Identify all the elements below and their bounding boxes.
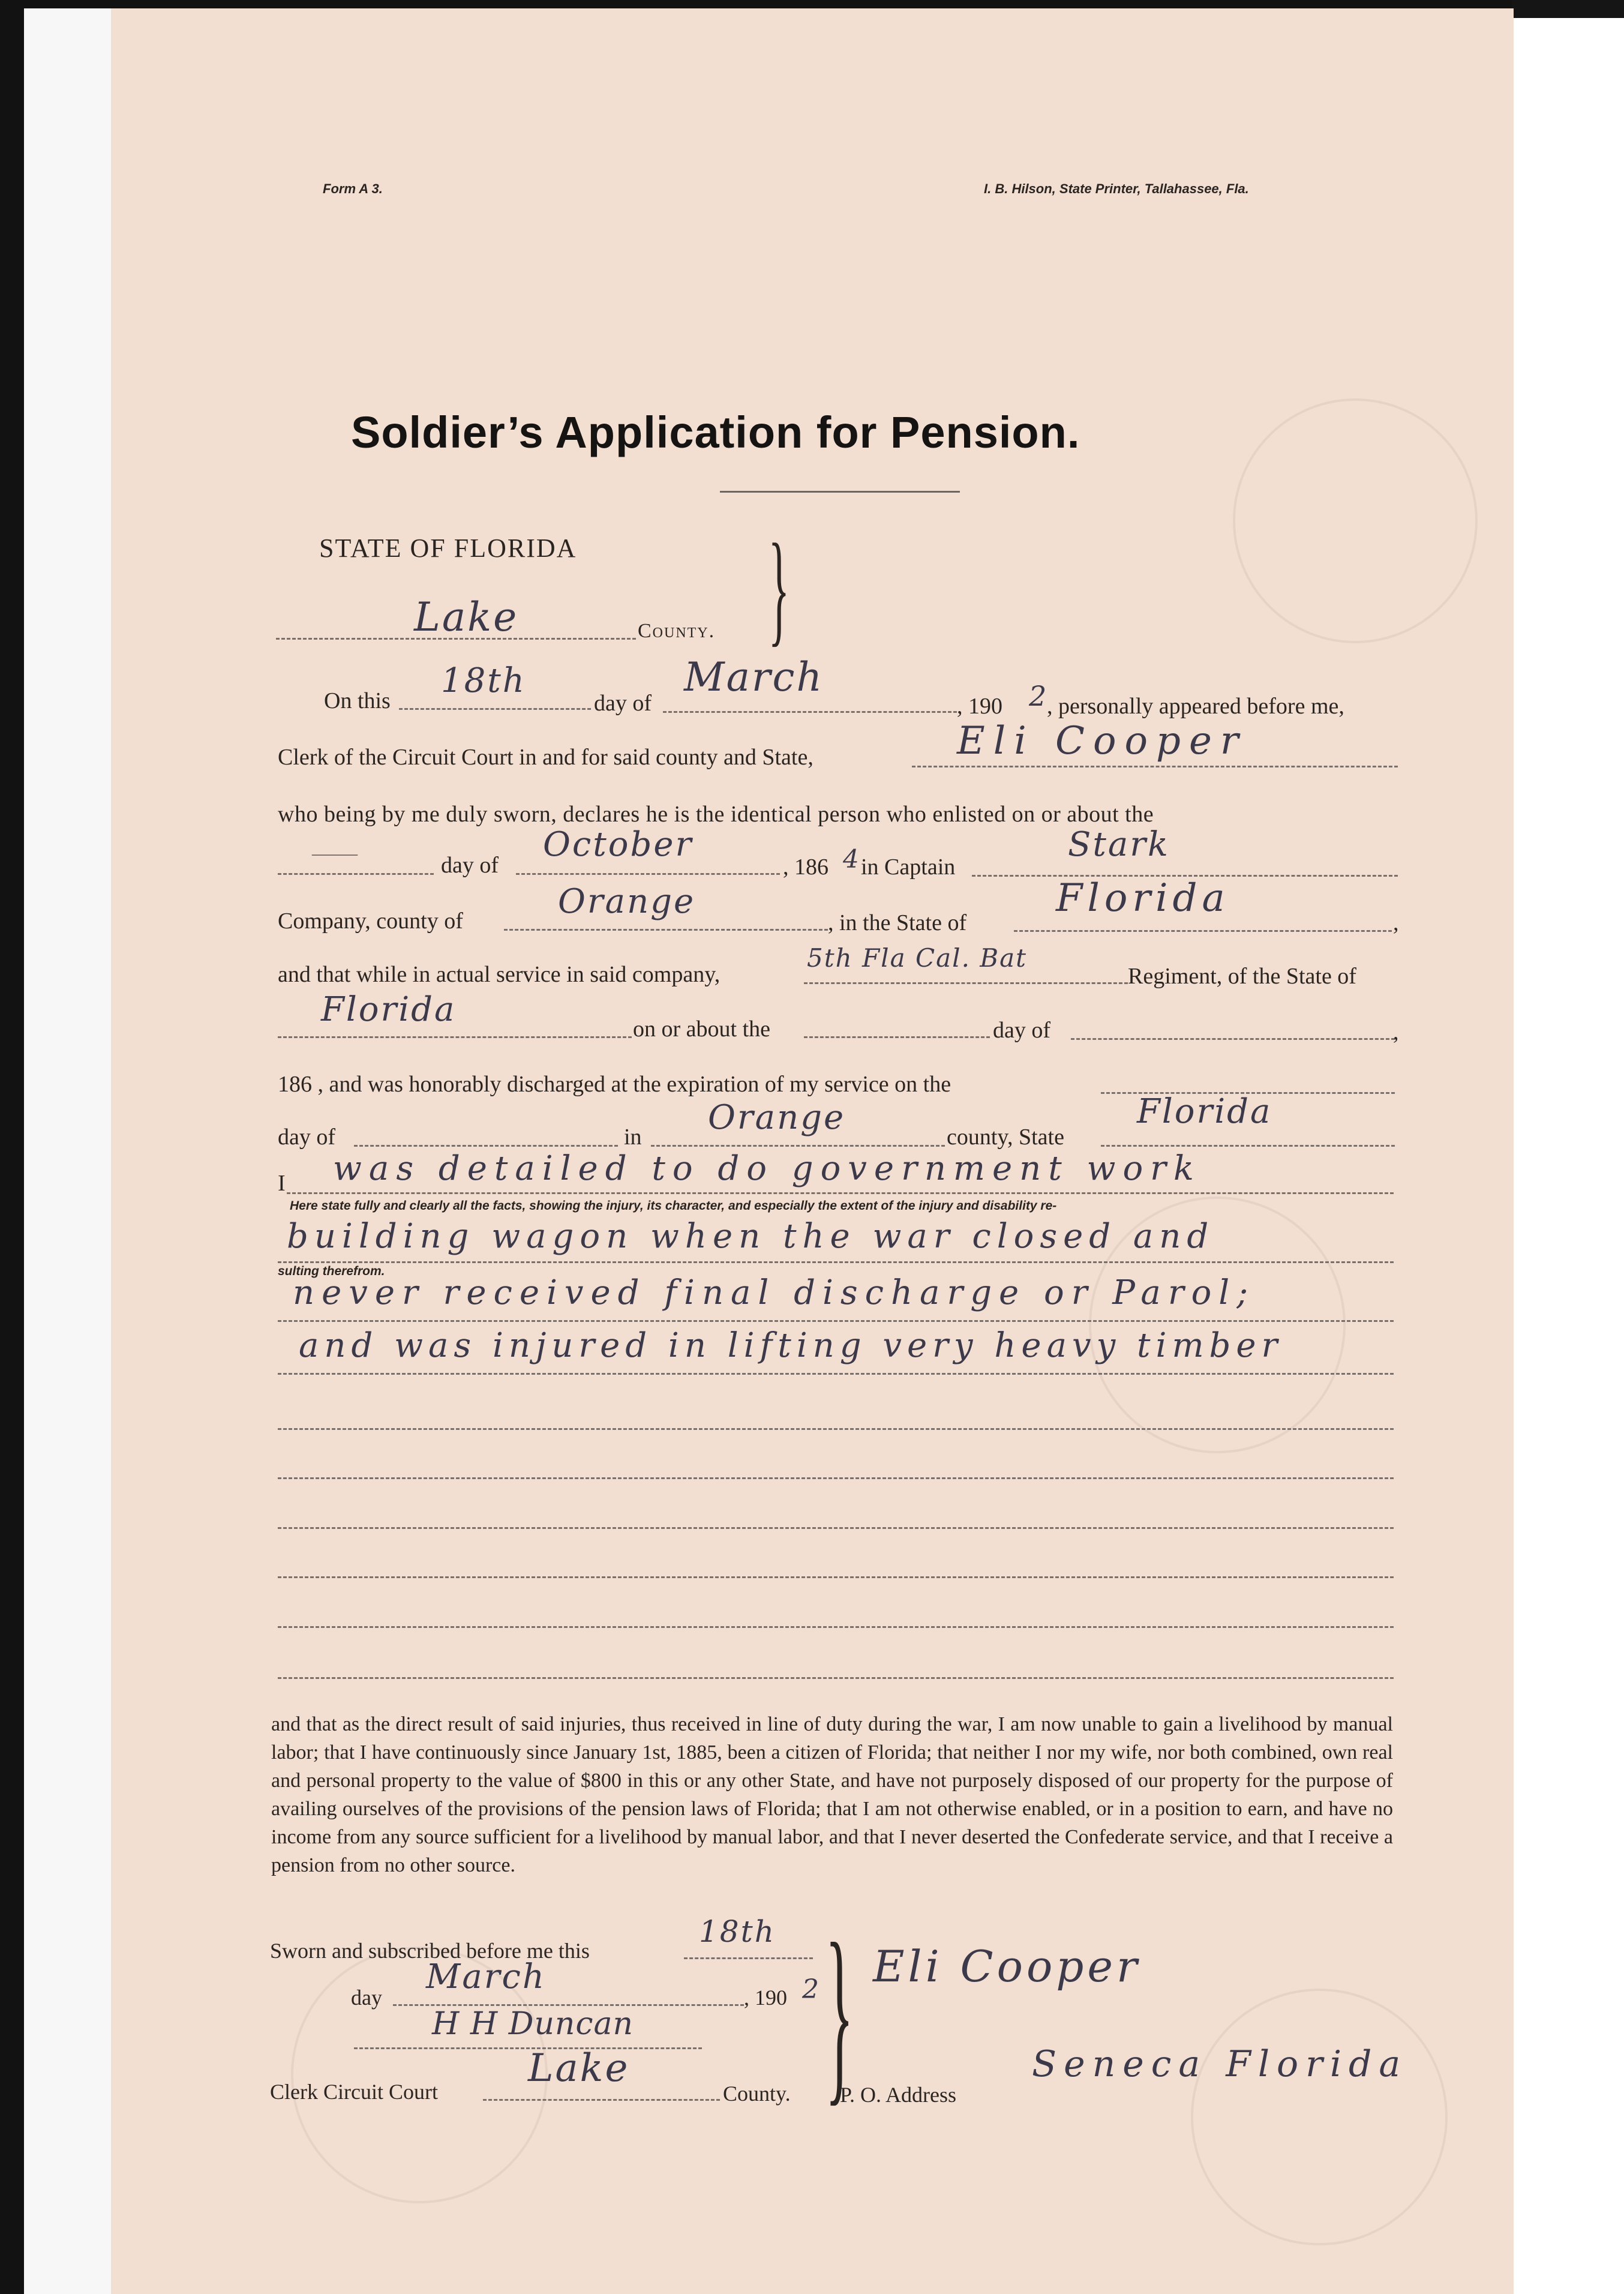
enlist-year-value: 4 — [843, 844, 861, 874]
applicant-name: Eli Cooper — [957, 719, 1247, 763]
state-rule — [1014, 930, 1392, 932]
regiment-state-rule — [278, 1036, 632, 1038]
sworn-county-rule — [483, 2099, 720, 2101]
printer-credit: I. B. Hilson, State Printer, Tallahassee, Fla. — [984, 181, 1249, 196]
discharge-text: 186 , and was honorably discharged at the expiration of my service on the — [278, 1072, 951, 1097]
injury-prefix: I — [278, 1171, 286, 1196]
company-county-value: Orange — [558, 882, 696, 921]
enlist-day-blank: —— — [312, 841, 358, 866]
clerk-text: Clerk of the Circuit Court in and for said county and State, — [278, 745, 813, 770]
company-county-rule — [504, 929, 828, 931]
year-value: 2 — [1029, 680, 1049, 712]
scanner-top-border — [24, 0, 1512, 8]
scanner-top-right-border — [1512, 0, 1624, 18]
regiment-value: 5th Fla Cal. Bat — [807, 943, 1028, 973]
injury-rule-2 — [278, 1261, 1394, 1263]
sworn-text: Sworn and subscribed before me this — [270, 1939, 590, 1963]
po-address-value: Seneca Florida — [1032, 2043, 1408, 2085]
name-rule — [912, 766, 1398, 767]
injury-line-2: building wagon when the war closed and — [287, 1217, 1215, 1256]
discharge-county-value: Orange — [708, 1098, 846, 1137]
statement-paragraph: and that as the direct result of said injuries, thus received in line of duty during the war, I am now unable to gain a livelihood by manual labor; that I have continuously since January 1st, 1885, been a citizen of Florida; that neither I nor my wife, nor both combined, own real and personal property to the value of $800 in this or any other State, and have not purposely disposed of our property for the purpose of availing ourselves of the provisions of the pension laws of Florida; that I am not otherwise enabled, or in a position to earn, and have no income from any source sufficient for a livelihood by manual labor, and that I never deserted the Confederate service, and that I receive a pension from no other source. — [271, 1713, 1393, 1876]
month-value: March — [684, 654, 824, 700]
sworn-year-prefix: , 190 — [744, 1986, 787, 2010]
appeared-text: , personally appeared before me, — [1047, 694, 1344, 719]
injury-rule-4 — [278, 1373, 1394, 1375]
sworn-month-value: March — [426, 1957, 546, 1996]
regiment-day-rule — [804, 1036, 990, 1038]
sworn-day-rule — [684, 1957, 813, 1959]
signature-brace: } — [825, 1903, 854, 2122]
embossed-seal — [1191, 1989, 1448, 2245]
injury-rule-3 — [278, 1320, 1394, 1322]
sworn-county-value: Lake — [528, 2046, 630, 2091]
enlist-day-rule — [278, 873, 434, 875]
regiment-month-rule — [1071, 1038, 1395, 1040]
injury-line-1: was detailed to do government work — [333, 1149, 1201, 1188]
sworn-year-value: 2 — [802, 1974, 821, 2005]
enlist-month-value: October — [543, 825, 694, 864]
state-comma: , — [1393, 910, 1399, 935]
injury-rule-6 — [278, 1477, 1394, 1479]
regiment-label: Regiment, of the State of — [1128, 964, 1356, 989]
enlist-year-text: , 186 — [783, 854, 828, 880]
injury-instruction: Here state fully and clearly all the facts, showing the injury, its character, and especially the extent of the injury and disability re- — [290, 1199, 1057, 1213]
discharge-county-state-label: county, State — [947, 1124, 1064, 1150]
discharge-county-rule — [651, 1145, 945, 1147]
on-this-label: On this — [324, 688, 391, 713]
discharge-day-of-label: day of — [278, 1124, 336, 1150]
regiment-state-value: Florida — [321, 990, 457, 1029]
state-of-label: , in the State of — [828, 910, 967, 935]
day-rule — [399, 708, 591, 710]
state-brace: } — [768, 518, 790, 658]
injury-rule-10 — [278, 1677, 1394, 1679]
clerk-circuit-court-label: Clerk Circuit Court — [270, 2080, 438, 2104]
sworn-declaration-text: who being by me duly sworn, declares he is the identical person who enlisted on or about the — [278, 802, 1154, 827]
year-prefix: , 190 — [957, 694, 1002, 719]
discharge-day-rule — [354, 1145, 618, 1147]
day-of-label: day of — [594, 691, 652, 716]
month-rule — [663, 711, 957, 713]
injury-rule-5 — [278, 1428, 1394, 1430]
sworn-day-label: day — [351, 1986, 382, 2010]
enlist-day-of-label: day of — [441, 853, 499, 878]
regiment-comma: , — [1393, 1019, 1399, 1045]
discharge-state-value: Florida — [1137, 1092, 1272, 1131]
page-title: Soldier’s Application for Pension. — [351, 407, 1080, 457]
day-value: 18th — [441, 661, 526, 700]
injury-rule-9 — [278, 1626, 1394, 1628]
injury-line-3: never received final discharge or Parol; — [293, 1273, 1256, 1312]
injury-rule-8 — [278, 1576, 1394, 1578]
injury-rule-1 — [287, 1192, 1394, 1194]
injury-instruction-cont: sulting therefrom. — [278, 1264, 385, 1278]
county-label: County. — [638, 620, 716, 642]
discharge-state-rule — [1101, 1145, 1395, 1147]
page-margin — [24, 8, 111, 2294]
embossed-seal — [1233, 398, 1478, 643]
captain-label: in Captain — [861, 854, 956, 880]
on-or-about-label: on or about the — [633, 1016, 771, 1042]
scanner-left-border — [0, 0, 24, 2294]
sworn-day-value: 18th — [699, 1914, 776, 1949]
regiment-day-of-label: day of — [993, 1018, 1051, 1043]
state-value: Florida — [1056, 876, 1230, 920]
injury-rule-7 — [278, 1527, 1394, 1529]
applicant-signature: Eli Cooper — [873, 1941, 1141, 1992]
regiment-rule — [804, 982, 1128, 984]
form-number: Form A 3. — [323, 181, 383, 196]
enlist-month-rule — [516, 873, 780, 875]
county-value: Lake — [414, 594, 519, 640]
po-address-label: P. O. Address — [840, 2083, 957, 2107]
clerk-signature: H H Duncan — [432, 2006, 634, 2042]
company-county-label: Company, county of — [278, 908, 463, 934]
sworn-county-label: County. — [723, 2082, 791, 2106]
captain-value: Stark — [1068, 825, 1170, 864]
state-heading: STATE OF FLORIDA — [319, 533, 577, 563]
injury-line-4: and was injured in lifting very heavy timber — [299, 1326, 1283, 1365]
title-divider — [720, 491, 960, 493]
service-text: and that while in actual service in said company, — [278, 962, 721, 987]
discharge-in-label: in — [624, 1124, 642, 1150]
